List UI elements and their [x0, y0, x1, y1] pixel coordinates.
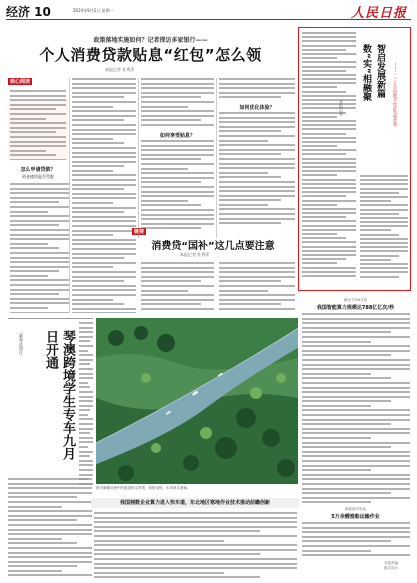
commentary-title-1[interactable]: 数“实”相融聚	[361, 44, 371, 101]
vertical-story-text-b	[8, 478, 92, 578]
page-header	[6, 3, 411, 20]
issue-date: 2024年9月2日 星期一	[73, 8, 114, 13]
bottom-box-headline[interactable]: 我国拥数企业算力进入快车道，东北地区寒地作业技术推动前瞻创新	[91, 498, 299, 508]
commentary-text-left	[302, 32, 356, 287]
brief-1-kicker: 截至今年6月底	[343, 298, 368, 302]
second-byline: 本报记者 杜秀萍	[180, 252, 210, 257]
brief-2-headline[interactable]: 5万余艘渔船运输作业	[331, 514, 380, 520]
vertical-story-text-a	[79, 322, 93, 492]
left-column-text	[10, 183, 70, 313]
lead-headline[interactable]: 个人消费贷款贴息“红包”怎么领	[39, 46, 262, 64]
newspaper-logo: 人民日报	[350, 6, 407, 21]
photo-caption: 图为俯瞰处理中的航道码头景观，游船穿梭，水岸林木葱郁。	[96, 486, 191, 490]
column-3-text-a	[141, 78, 214, 130]
footer-design: 版式设计：	[384, 566, 402, 570]
commentary-kicker: 本报记者	[339, 100, 344, 116]
vertical-story-subtitle: （新华社图片）	[19, 330, 24, 358]
vertical-story-headline[interactable]	[43, 330, 76, 470]
column-3-text-b	[141, 140, 214, 235]
column-rule	[216, 78, 217, 238]
column-rule	[69, 78, 70, 313]
commentary-subtitle: ——一二三五中国数字经济发展改观	[393, 62, 398, 126]
column-4-text-b	[219, 112, 295, 232]
link-tag: 链接	[134, 229, 145, 235]
column-2-text	[72, 78, 136, 313]
brief-2-kicker: 新能源车电池	[345, 507, 366, 511]
brief-1-text	[302, 313, 410, 505]
page-footer	[384, 561, 402, 571]
core-reading-text	[10, 90, 66, 160]
brief-2-text	[302, 522, 410, 558]
wetland-photo[interactable]	[96, 318, 298, 484]
left-subhead-sub: 资金使用是否受限	[22, 174, 54, 179]
second-headline[interactable]: 消费贷“国补”这几点要注意	[151, 241, 275, 252]
divider	[8, 318, 93, 319]
lead-byline: 本报记者 杜秀萍	[105, 67, 135, 72]
commentary-text-right	[360, 175, 408, 287]
footer-editor: 本版责编：	[384, 561, 402, 565]
vertical-headline-line1: 琴澳跨境学生专车九月	[60, 330, 75, 460]
commentary-title-2[interactable]: 智启发展新篇	[375, 44, 385, 98]
bottom-box-text	[94, 512, 297, 578]
second-story-text-b	[219, 262, 295, 314]
wetland-illustration	[96, 318, 298, 484]
middle-subhead-1: 如何享受贴息？	[159, 133, 195, 139]
core-reading-tag: 核心阅读	[10, 79, 31, 85]
second-story-text-a	[141, 262, 214, 314]
section-label: 经济 10	[6, 5, 51, 19]
lead-kicker: 政策落地实施如何？记者探访多家银行——	[93, 37, 208, 44]
left-subhead: 怎么申请贷款？	[20, 167, 56, 173]
vertical-headline-line2: 日开通	[43, 330, 58, 369]
middle-subhead-2: 如何优化体验？	[239, 105, 275, 111]
brief-1-headline[interactable]: 我国智能算力规模达788亿亿次/秒	[316, 305, 395, 311]
column-4-text-a	[219, 78, 295, 101]
column-rule	[138, 78, 139, 238]
